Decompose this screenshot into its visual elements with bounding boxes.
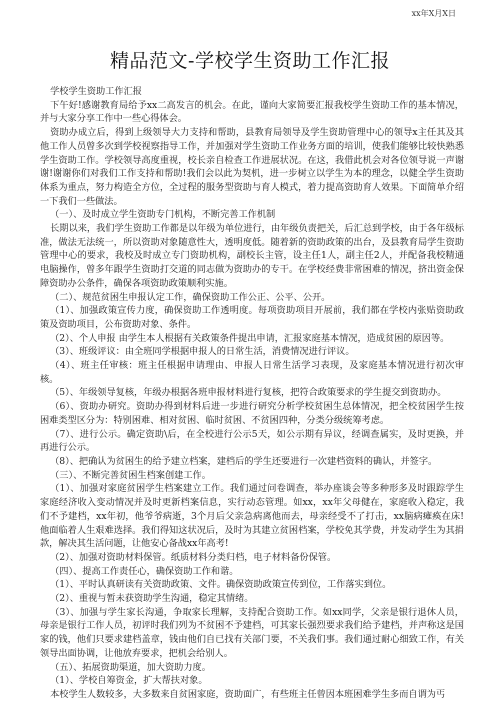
section-heading-2: （二）、规范贫困生申报认定工作，确保资助工作公正、公平、公开。 — [50, 291, 331, 303]
list-item: （2）、个人申报 由学生本人根据有关政策条件提出申请，汇报家庭基本情况，造成贫困的原因等。 — [50, 332, 450, 344]
document-date: xx年X月X日 — [411, 9, 456, 18]
list-item: （4）、班主任审核：班主任根据申请理由、申报人日常生活学习表现，及家庭基本情况进行初次审核。 — [40, 360, 464, 385]
paragraph-closing: 本校学生人数较多，大多数来自贫困家庭，资助面广，有些班主任曾因本班困难学生多而自谓为丐 — [50, 688, 446, 700]
list-item: （1）、平时认真研读有关资助政策、文件。确保资助政策宣传到位，工作落实到位。 — [50, 579, 392, 591]
paragraph-section-1: 长期以来，我们学生资助工作都是以年级为单位进行，由年级负责把关，后汇总到学校，由于各年级标准，做法无法统一，所以资助对象随意性大，透明度低。随着新的资助政策的出台，及县教育局学生资助管理中心的要求，我校及时成立专门资助机构，副校长主管，设主任1人，副主任2人，并配备我校精通电脑操作，曾多年跟学生资助打交道的同志做为资助办的专干。在学校经费非常困难的情况，挤出资金保障资助办公条件，确保各项资助政策顺利实施。 — [40, 223, 464, 289]
list-item: （8）、把确认为贫困生的给予建立档案，建档后的学生还要进行一次建档资料的确认，并签字。 — [50, 455, 438, 467]
document-body — [40, 85, 464, 702]
document-title: 精品范文-学校学生资助工作汇报 — [110, 50, 390, 72]
list-item: （5）、年级领导复核，年级办根据各班申报材料进行复核，把符合政策要求的学生提交到资助办。 — [50, 387, 447, 399]
paragraph-intro: 资助办成立后，得到上级领导大力支持和帮助，县教育局领导及学生资助管理中心的领导x主任其及其他工作人员曾多次到学校视察指导工作，并加强对学生资助工作业务方面的培训，使我们能够比较快熟悉学生资助工作。学校领导高度重视，校长亲自检查工作进展状况。在这，我借此机会对各位领导说一声谢谢!谢谢你们对我们工作支持和帮助!我们会以此为契机，进一步树立以学生为本的理念，以健全学生资助体系为重点，努力构造全方位，全过程的服务型资助与育人模式，着力提高资助育人效果。下面简单介绍一下我们一些做法。 — [40, 127, 464, 207]
section-heading-5: （五）、拓展资助渠道，加大资助力度。 — [50, 661, 211, 673]
list-item: （6）、资助办研究。资助办得到材料后进一步进行研究分析学校贫困生总体情况，把全校贫困学生按困难类型区分为：特别困难、相对贫困、临时贫困、不贫困四种，分类分级统筹考虑。 — [40, 401, 464, 426]
list-item: （2）、加强对资助材料保管。纸质材料分类归档，电子材料备份保管。 — [50, 551, 337, 563]
section-heading-4: （四）、提高工作责任心，确保资助工作和谐。 — [50, 565, 239, 577]
list-item: （3）、班级评议：由全班同学根据申报人的日常生活，消费情况进行评议。 — [50, 346, 355, 358]
list-item: （1）、加强对家庭贫困学生档案建立工作。我们通过问卷调查，举办座谈会等多种形多及时跟踪学生家庭经济收入变动情况并及时更新档案信息，实行动态管理。如xx，xx年父母健在，家庭收入稳定，我们不予建档，xx年初，他爷爷病逝，3个月后父亲急病离他而去，母亲经受不了打击，xx脑病瘫痪在床!他面临着人生艰难选择。我们得知这状况后，及时为其建立贫困档案，学校免其学费，并发动学生为其捐款，解决其生活问题，让他安心备战xx年高考! — [40, 483, 464, 550]
paragraph-subtitle: 学校学生资助工作汇报 — [50, 86, 142, 97]
list-item: （1）、加强政策宣传力度，确保资助工作透明度。每项资助项目开展前，我们都在学校内张贴资助政策及资助项目，公布资助对象、条件。 — [40, 305, 464, 330]
list-item: （3）、加强与学生家长沟通，争取家长理解，支持配合资助工作。如xx同学，父亲是银行退休人员，母亲是银行工作人员，初评时我们列为不贫困不予建档，可其家长强烈要求我们给予建档，并声称这是国家的钱，他们只要求建档盖章，钱由他们自已找有关部门要，不关我们事。我们通过耐心细致工作，有关领导出面协调，让他放弃要求，把机会给别人。 — [40, 606, 464, 659]
section-heading-3: （三）、不断完善贫困生档案创建工作。 — [50, 469, 211, 481]
list-item: （1）、学校自筹资金，扩大帮扶对象。 — [50, 675, 208, 687]
paragraph-greeting: 下午好!感谢教育局给予xx二高发言的机会。在此，谨向大家简要汇报我校学生资助工作的基本情况，并与大家分享工作中一些心得体会。 — [40, 99, 464, 125]
list-item: （2）、重视与暂未获资助学生沟通，稳定其情绪。 — [50, 593, 254, 605]
section-heading-1: （一）、及时成立学生资助专门机构，不断完善工作机制 — [50, 209, 276, 221]
list-item: （7）、进行公示。确定资助\后，在全校进行公示5天，如公示期有异议，经调查属实，及时更换，并再进行公示。 — [40, 428, 464, 454]
